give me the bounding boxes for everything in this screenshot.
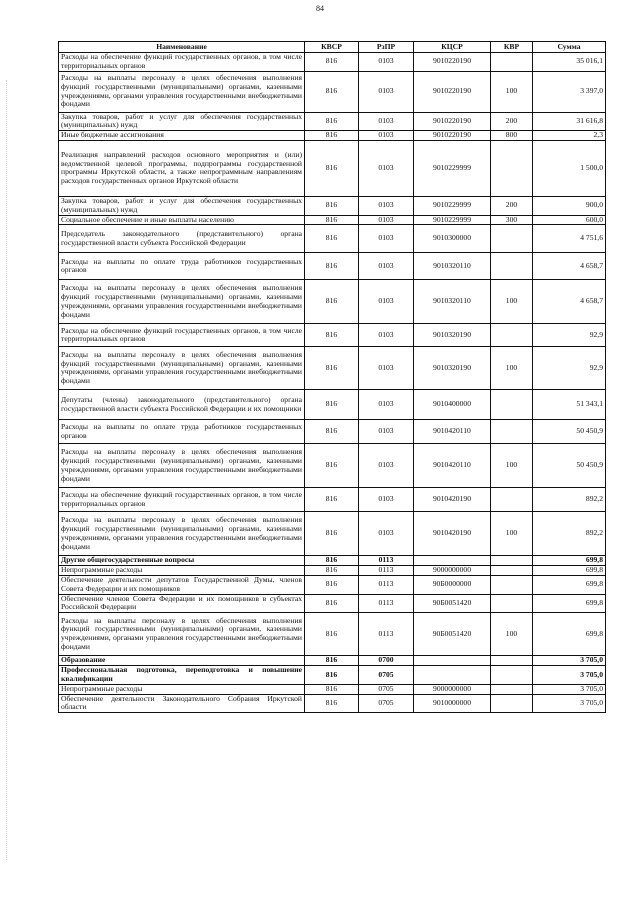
cell-sum: 3 705,0	[533, 656, 606, 666]
cell-sum: 92,9	[533, 324, 606, 347]
cell-kcsr: 9000000000	[414, 566, 491, 576]
cell-kcsr: 9010400000	[414, 390, 491, 420]
table-row	[59, 324, 606, 347]
cell-kvsr: 816	[305, 53, 359, 72]
cell-kvsr: 816	[305, 390, 359, 420]
cell-kvr: 100	[491, 512, 533, 556]
cell-kcsr: 9010420190	[414, 512, 491, 556]
cell-rzpr: 0103	[359, 53, 414, 72]
cell-rzpr: 0103	[359, 71, 414, 112]
cell-kcsr: 90Б0000000	[414, 575, 491, 594]
cell-rzpr: 0113	[359, 566, 414, 576]
cell-sum: 699,8	[533, 556, 606, 566]
cell-rzpr: 0705	[359, 666, 414, 685]
cell-name: Председатель законодательного (представительного) органа государственной власти субъекта Российской Федерации	[59, 225, 305, 253]
cell-kvsr: 816	[305, 140, 359, 196]
cell-rzpr: 0103	[359, 324, 414, 347]
cell-name: Иные бюджетные ассигнования	[59, 131, 305, 141]
cell-kcsr: 9010420190	[414, 488, 491, 512]
header-kvsr: КВСР	[305, 42, 359, 53]
cell-kcsr: 9010229999	[414, 215, 491, 225]
cell-kvsr: 816	[305, 566, 359, 576]
cell-sum: 1 500,0	[533, 140, 606, 196]
table-body	[59, 53, 606, 713]
table-row	[59, 684, 606, 694]
cell-kvsr: 816	[305, 512, 359, 556]
cell-sum: 2,3	[533, 131, 606, 141]
cell-sum: 50 450,9	[533, 420, 606, 444]
cell-kcsr: 9010220190	[414, 53, 491, 72]
table-row	[59, 566, 606, 576]
cell-kcsr: 9010220190	[414, 71, 491, 112]
cell-sum: 699,8	[533, 566, 606, 576]
table-row	[59, 575, 606, 594]
table-row	[59, 225, 606, 253]
cell-sum: 50 450,9	[533, 444, 606, 488]
cell-kvr	[491, 324, 533, 347]
cell-kvr	[491, 225, 533, 253]
cell-kvsr: 816	[305, 112, 359, 131]
cell-name: Расходы на выплаты персоналу в целях обеспечения выполнения функций государственными (муниципальными) органами, казенными учреждениями, органами управления государственными внебюджетными фондами	[59, 347, 305, 390]
cell-kvsr: 816	[305, 324, 359, 347]
cell-sum: 600,0	[533, 215, 606, 225]
table-row	[59, 253, 606, 280]
cell-sum: 3 705,0	[533, 666, 606, 685]
cell-kvr: 100	[491, 347, 533, 390]
cell-kcsr: 9010320110	[414, 280, 491, 324]
cell-kvr	[491, 53, 533, 72]
cell-kvsr: 816	[305, 666, 359, 685]
cell-kvr	[491, 656, 533, 666]
table-row	[59, 656, 606, 666]
cell-sum: 3 397,0	[533, 71, 606, 112]
cell-rzpr: 0103	[359, 253, 414, 280]
cell-kvr: 800	[491, 131, 533, 141]
cell-rzpr: 0103	[359, 131, 414, 141]
cell-kvsr: 816	[305, 444, 359, 488]
cell-name: Расходы на выплаты персоналу в целях обеспечения выполнения функций государственными (муниципальными) органами, казенными учреждениями, органами управления государственными внебюджетными фондами	[59, 512, 305, 556]
cell-rzpr: 0113	[359, 613, 414, 656]
cell-kcsr: 9010229999	[414, 140, 491, 196]
cell-rzpr: 0103	[359, 488, 414, 512]
cell-name: Расходы на выплаты по оплате труда работников государственных органов	[59, 420, 305, 444]
cell-sum: 3 705,0	[533, 684, 606, 694]
cell-rzpr: 0103	[359, 444, 414, 488]
cell-kvr	[491, 566, 533, 576]
cell-sum: 900,0	[533, 196, 606, 215]
cell-rzpr: 0103	[359, 347, 414, 390]
cell-rzpr: 0103	[359, 225, 414, 253]
table-row	[59, 420, 606, 444]
cell-rzpr: 0103	[359, 215, 414, 225]
cell-kvr	[491, 390, 533, 420]
cell-kcsr: 90Б0051420	[414, 613, 491, 656]
cell-kvsr: 816	[305, 420, 359, 444]
cell-kvr: 100	[491, 280, 533, 324]
cell-kvsr: 816	[305, 225, 359, 253]
cell-kvr	[491, 694, 533, 713]
table-header-row	[59, 42, 606, 53]
cell-rzpr: 0705	[359, 684, 414, 694]
cell-kvr: 200	[491, 112, 533, 131]
cell-kcsr: 9010229999	[414, 196, 491, 215]
cell-name: Другие общегосударственные вопросы	[59, 556, 305, 566]
cell-name: Закупка товаров, работ и услуг для обеспечения государственных (муниципальных) нужд	[59, 112, 305, 131]
cell-kvsr: 816	[305, 694, 359, 713]
cell-sum: 699,8	[533, 575, 606, 594]
cell-kcsr: 9010220190	[414, 131, 491, 141]
cell-kcsr: 9010320110	[414, 253, 491, 280]
table-row	[59, 694, 606, 713]
table-row	[59, 347, 606, 390]
page-number: 84	[316, 4, 324, 13]
cell-kvsr: 816	[305, 280, 359, 324]
cell-kvr	[491, 594, 533, 613]
cell-kcsr: 9010220190	[414, 112, 491, 131]
table-row	[59, 53, 606, 72]
cell-name: Расходы на обеспечение функций государственных органов, в том числе территориальных органов	[59, 488, 305, 512]
cell-name: Депутаты (члены) законодательного (представительного) органа государственной власти субъекта Российской Федерации и их помощники	[59, 390, 305, 420]
cell-sum: 699,8	[533, 594, 606, 613]
cell-rzpr: 0705	[359, 694, 414, 713]
cell-name: Профессиональная подготовка, переподготовка и повышение квалификации	[59, 666, 305, 685]
cell-sum: 4 751,6	[533, 225, 606, 253]
cell-rzpr: 0103	[359, 140, 414, 196]
cell-sum: 35 016,1	[533, 53, 606, 72]
cell-kcsr: 9000000000	[414, 684, 491, 694]
cell-rzpr: 0103	[359, 390, 414, 420]
table-row	[59, 196, 606, 215]
cell-name: Расходы на выплаты персоналу в целях обеспечения выполнения функций государственными (муниципальными) органами, казенными учреждениями, органами управления государственными внебюджетными фондами	[59, 444, 305, 488]
cell-kvsr: 816	[305, 215, 359, 225]
table-row	[59, 140, 606, 196]
table-row	[59, 594, 606, 613]
cell-kvsr: 816	[305, 656, 359, 666]
cell-sum: 892,2	[533, 512, 606, 556]
table-row	[59, 613, 606, 656]
header-kcsr: КЦСР	[414, 42, 491, 53]
cell-kvr: 100	[491, 71, 533, 112]
cell-name: Обеспечение членов Совета Федерации и их помощников в субъектах Российской Федерации	[59, 594, 305, 613]
cell-kvr: 100	[491, 444, 533, 488]
cell-kvr	[491, 420, 533, 444]
cell-kvsr: 816	[305, 684, 359, 694]
cell-kvr	[491, 684, 533, 694]
cell-kvsr: 816	[305, 347, 359, 390]
table-row	[59, 390, 606, 420]
cell-kcsr: 9010000000	[414, 694, 491, 713]
cell-name: Обеспечение деятельности депутатов Государственной Думы, членов Совета Федерации и их помощников	[59, 575, 305, 594]
header-rzpr: РзПР	[359, 42, 414, 53]
cell-name: Расходы на выплаты по оплате труда работников государственных органов	[59, 253, 305, 280]
table-row	[59, 488, 606, 512]
cell-kcsr: 9010420110	[414, 420, 491, 444]
cell-name: Расходы на выплаты персоналу в целях обеспечения выполнения функций государственными (муниципальными) органами, казенными учреждениями, органами управления государственными внебюджетными фондами	[59, 280, 305, 324]
cell-name: Социальное обеспечение и иные выплаты населению	[59, 215, 305, 225]
cell-sum: 699,8	[533, 613, 606, 656]
cell-kvr: 100	[491, 613, 533, 656]
cell-name: Непрограммные расходы	[59, 566, 305, 576]
cell-kvr: 200	[491, 196, 533, 215]
table-row	[59, 280, 606, 324]
cell-kcsr: 9010320190	[414, 347, 491, 390]
cell-kvsr: 816	[305, 253, 359, 280]
table-row	[59, 71, 606, 112]
table-row	[59, 112, 606, 131]
table-row	[59, 666, 606, 685]
table-row	[59, 131, 606, 141]
cell-rzpr: 0113	[359, 594, 414, 613]
cell-kvr	[491, 140, 533, 196]
table-row	[59, 444, 606, 488]
cell-rzpr: 0103	[359, 280, 414, 324]
table-row	[59, 215, 606, 225]
cell-name: Образование	[59, 656, 305, 666]
table-row	[59, 512, 606, 556]
budget-table	[58, 41, 606, 713]
cell-kcsr: 9010320190	[414, 324, 491, 347]
scan-margin-dots	[6, 80, 9, 860]
cell-kcsr: 9010300000	[414, 225, 491, 253]
header-sum: Сумма	[533, 42, 606, 53]
cell-kcsr: 90Б0051420	[414, 594, 491, 613]
cell-name: Реализация направлений расходов основного мероприятия и (или) ведомственной целевой программы, подпрограммы государственной программы Иркутской области, а также непрограммным направлениям расходов государственных органов Иркутской области	[59, 140, 305, 196]
cell-name: Обеспечение деятельности Законодательного Собрания Иркутской области	[59, 694, 305, 713]
cell-sum: 31 616,8	[533, 112, 606, 131]
cell-kvr	[491, 575, 533, 594]
cell-kvsr: 816	[305, 131, 359, 141]
cell-kvsr: 816	[305, 71, 359, 112]
cell-rzpr: 0103	[359, 196, 414, 215]
cell-sum: 51 343,1	[533, 390, 606, 420]
cell-sum: 4 658,7	[533, 253, 606, 280]
cell-name: Расходы на обеспечение функций государственных органов, в том числе территориальных органов	[59, 53, 305, 72]
cell-rzpr: 0103	[359, 512, 414, 556]
cell-kvr	[491, 488, 533, 512]
cell-name: Расходы на обеспечение функций государственных органов, в том числе территориальных органов	[59, 324, 305, 347]
cell-sum: 4 658,7	[533, 280, 606, 324]
header-name: Наименование	[59, 42, 305, 53]
cell-kcsr: 9010420110	[414, 444, 491, 488]
cell-kvsr: 816	[305, 488, 359, 512]
cell-kvr	[491, 556, 533, 566]
cell-sum: 92,9	[533, 347, 606, 390]
cell-kcsr	[414, 656, 491, 666]
cell-kvsr: 816	[305, 594, 359, 613]
cell-name: Расходы на выплаты персоналу в целях обеспечения выполнения функций государственными (муниципальными) органами, казенными учреждениями, органами управления государственными внебюджетными фондами	[59, 71, 305, 112]
cell-kvr: 300	[491, 215, 533, 225]
cell-kvsr: 816	[305, 196, 359, 215]
cell-sum: 3 705,0	[533, 694, 606, 713]
cell-rzpr: 0103	[359, 112, 414, 131]
cell-kvsr: 816	[305, 556, 359, 566]
cell-name: Закупка товаров, работ и услуг для обеспечения государственных (муниципальных) нужд	[59, 196, 305, 215]
cell-kvr	[491, 253, 533, 280]
cell-rzpr: 0113	[359, 575, 414, 594]
cell-rzpr: 0103	[359, 420, 414, 444]
cell-rzpr: 0113	[359, 556, 414, 566]
cell-name: Непрограммные расходы	[59, 684, 305, 694]
cell-kvsr: 816	[305, 613, 359, 656]
cell-kcsr	[414, 666, 491, 685]
cell-name: Расходы на выплаты персоналу в целях обеспечения выполнения функций государственными (муниципальными) органами, казенными учреждениями, органами управления государственными внебюджетными фондами	[59, 613, 305, 656]
cell-sum: 892,2	[533, 488, 606, 512]
cell-kvsr: 816	[305, 575, 359, 594]
cell-rzpr: 0700	[359, 656, 414, 666]
header-kvr: КВР	[491, 42, 533, 53]
cell-kvr	[491, 666, 533, 685]
